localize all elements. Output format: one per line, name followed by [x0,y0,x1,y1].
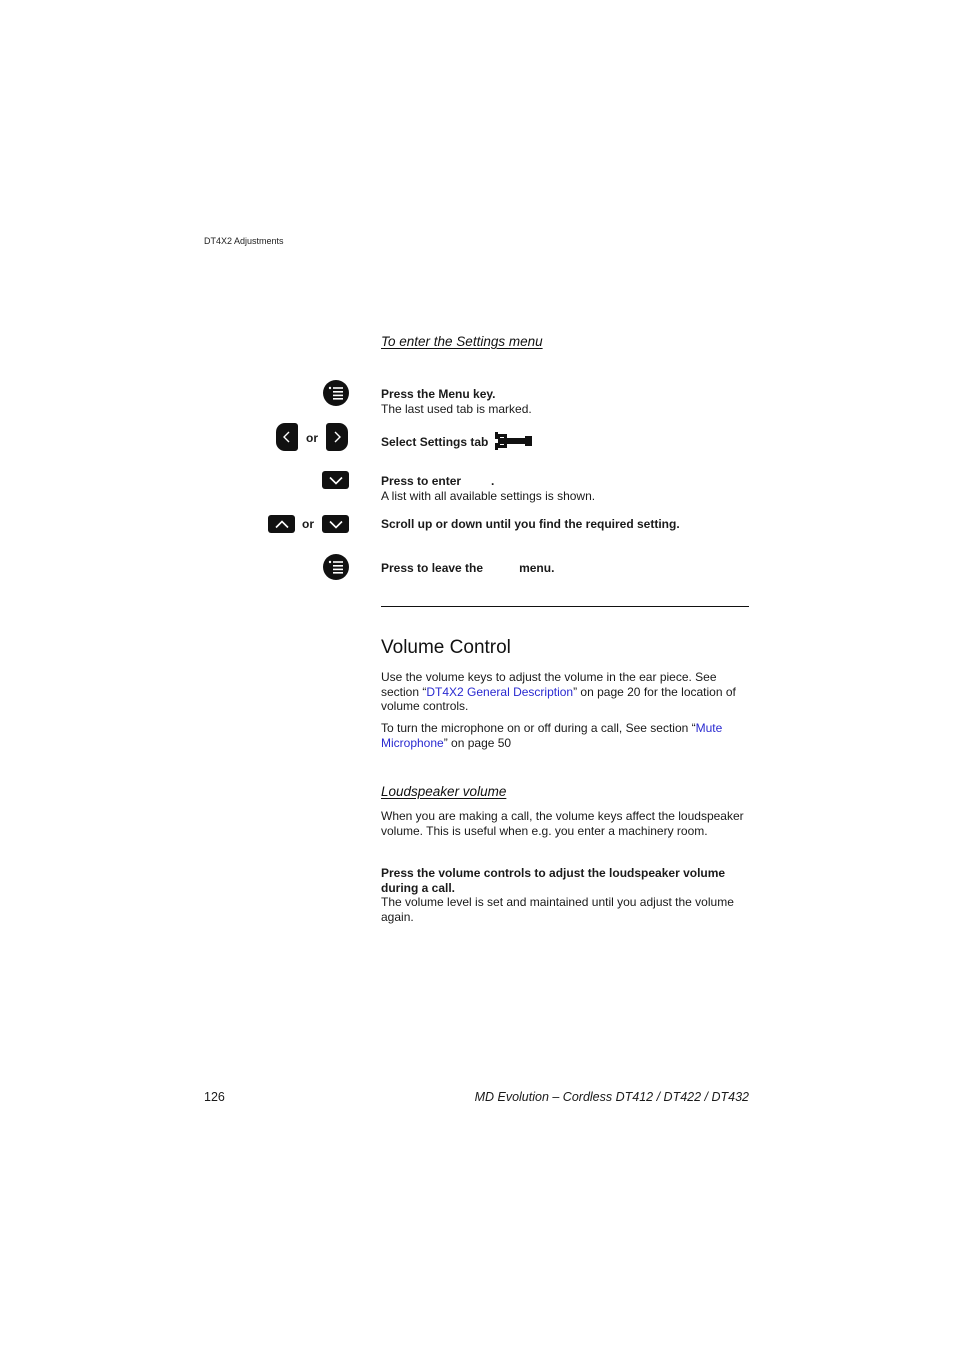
loudspeaker-instruction [381,866,751,924]
step-scroll [381,517,751,532]
volume-control-title: Volume Control [381,637,511,658]
down-key-icon [322,515,349,533]
right-arrow-key-icon [326,423,348,451]
mute-microphone-link[interactable]: Mute Microphone [381,721,723,750]
section-divider [381,606,749,607]
loudspeaker-volume-heading: Loudspeaker volume [381,784,507,799]
wrench-icon [495,431,533,455]
step-detail: A list with all available settings is shown. [381,488,596,503]
para-text: ” on page 20 for the location of volume controls. [381,684,736,713]
or-label: or [306,431,318,445]
para-text: ” on page 50 [443,735,512,750]
step-bold: Scroll up or down until you find the required setting. [381,517,680,531]
step-bold-tail: menu. [519,561,555,575]
product-name: MD Evolution – Cordless DT412 / DT422 / DT432 [474,1090,749,1104]
step-press-menu [381,387,751,416]
volume-paragraph-2 [381,721,751,750]
step-bold-tail: . [491,474,495,488]
para-text: Use the volume keys to adjust the volume in the ear piece. See section “ [381,670,717,699]
step-select-settings-tab [381,431,751,455]
menu-key-icon [323,380,349,406]
down-key-icon [322,471,349,489]
up-key-icon [268,515,295,533]
step-bold: Press to leave the [381,561,484,575]
or-label: or [302,517,314,531]
running-header: DT4X2 Adjustments [204,236,284,246]
general-description-link[interactable]: DT4X2 General Description [426,684,574,699]
loudspeaker-paragraph: When you are making a call, the volume keys affect the loudspeaker volume. This is useful when e.g. you enter a machinery room. [381,809,744,838]
step-press-to-enter [381,474,751,503]
menu-key-icon [323,554,349,580]
para-text: To turn the microphone on or off during a call, See section “ [381,721,696,735]
instruction-detail: The volume level is set and maintained until you adjust the volume again. [381,895,734,924]
step-bold: Press to enter [381,474,462,488]
step-bold: Press the Menu key. [381,387,496,401]
step-press-to-leave [381,561,751,576]
page-number: 126 [204,1090,225,1104]
instruction-bold: Press the volume controls to adjust the loudspeaker volume during a call. [381,866,726,895]
settings-menu-heading: To enter the Settings menu [381,334,543,349]
step-bold: Select Settings tab [381,434,489,449]
left-arrow-key-icon [276,423,298,451]
step-detail: The last used tab is marked. [381,401,532,416]
volume-paragraph-1 [381,670,751,714]
